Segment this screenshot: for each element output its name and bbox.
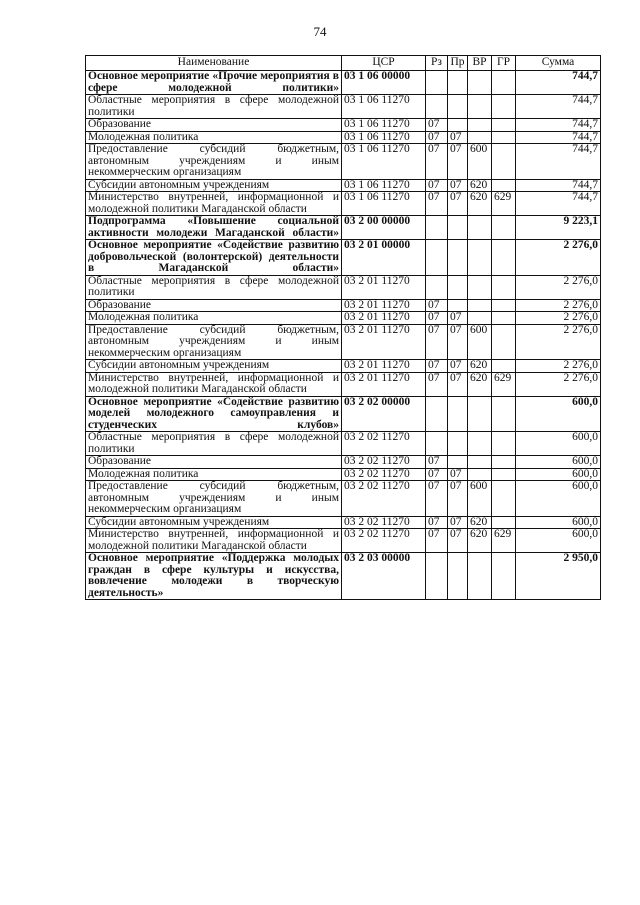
cell-name: Основное мероприятие «Прочие мероприятия в сфере молодежной политики»	[86, 71, 342, 95]
header-vr: ВР	[468, 56, 492, 71]
table-row	[86, 481, 601, 517]
cell-csr: 03 2 01 11270	[342, 275, 426, 299]
table-row	[86, 299, 601, 312]
table-row	[86, 468, 601, 481]
cell-csr: 03 1 06 11270	[342, 179, 426, 192]
cell-csr: 03 2 01 11270	[342, 372, 426, 396]
table-row	[86, 324, 601, 360]
table-row	[86, 119, 601, 132]
budget-table	[85, 55, 601, 600]
table-row	[86, 396, 601, 432]
cell-vr	[468, 312, 492, 325]
cell-pr	[448, 275, 468, 299]
cell-name: Предоставление субсидий бюджетным, автономным учреждениям и иным некоммерческим организациям	[86, 144, 342, 180]
cell-rz: 07	[426, 179, 448, 192]
cell-pr	[448, 456, 468, 469]
cell-pr	[448, 553, 468, 600]
cell-vr	[468, 216, 492, 240]
cell-pr	[448, 240, 468, 276]
cell-pr: 07	[448, 131, 468, 144]
cell-name: Подпрограмма «Повышение социальной активности молодежи Магаданской области»	[86, 216, 342, 240]
cell-vr	[468, 553, 492, 600]
cell-csr: 03 2 01 00000	[342, 240, 426, 276]
table-row	[86, 216, 601, 240]
cell-gr	[492, 553, 516, 600]
cell-rz: 07	[426, 192, 448, 216]
cell-sum: 2 276,0	[516, 312, 601, 325]
cell-vr	[468, 95, 492, 119]
cell-rz	[426, 432, 448, 456]
cell-vr: 600	[468, 324, 492, 360]
cell-name: Предоставление субсидий бюджетным, автономным учреждениям и иным некоммерческим организациям	[86, 481, 342, 517]
header-pr: Пр	[448, 56, 468, 71]
table-row	[86, 192, 601, 216]
table-row	[86, 144, 601, 180]
cell-name: Образование	[86, 119, 342, 132]
header-csr: ЦСР	[342, 56, 426, 71]
cell-vr	[468, 240, 492, 276]
cell-gr	[492, 144, 516, 180]
cell-rz: 07	[426, 299, 448, 312]
table-row	[86, 240, 601, 276]
cell-csr: 03 2 01 11270	[342, 324, 426, 360]
cell-gr	[492, 360, 516, 373]
cell-gr	[492, 312, 516, 325]
cell-pr: 07	[448, 144, 468, 180]
cell-pr: 07	[448, 468, 468, 481]
cell-gr: 629	[492, 372, 516, 396]
cell-gr	[492, 216, 516, 240]
cell-vr: 620	[468, 372, 492, 396]
cell-rz: 07	[426, 324, 448, 360]
cell-gr: 629	[492, 192, 516, 216]
cell-vr: 600	[468, 144, 492, 180]
cell-rz	[426, 396, 448, 432]
cell-sum: 600,0	[516, 468, 601, 481]
cell-pr	[448, 119, 468, 132]
cell-vr	[468, 275, 492, 299]
cell-sum: 2 276,0	[516, 372, 601, 396]
cell-rz	[426, 553, 448, 600]
cell-vr	[468, 131, 492, 144]
cell-csr: 03 2 01 11270	[342, 312, 426, 325]
cell-name: Областные мероприятия в сфере молодежной политики	[86, 275, 342, 299]
cell-name: Министерство внутренней, информационной и молодежной политики Магаданской области	[86, 529, 342, 553]
table-row	[86, 456, 601, 469]
cell-name: Субсидии автономным учреждениям	[86, 360, 342, 373]
cell-sum: 744,7	[516, 71, 601, 95]
cell-sum: 2 276,0	[516, 360, 601, 373]
cell-csr: 03 1 06 11270	[342, 119, 426, 132]
table-row	[86, 432, 601, 456]
cell-sum: 600,0	[516, 432, 601, 456]
cell-name: Основное мероприятие «Содействие развитию моделей молодежного самоуправления и студенческих клубов»	[86, 396, 342, 432]
table-row	[86, 275, 601, 299]
cell-sum: 600,0	[516, 396, 601, 432]
cell-sum: 2 950,0	[516, 553, 601, 600]
cell-name: Субсидии автономным учреждениям	[86, 179, 342, 192]
cell-rz: 07	[426, 360, 448, 373]
cell-csr: 03 2 02 11270	[342, 468, 426, 481]
cell-csr: 03 2 01 11270	[342, 360, 426, 373]
cell-rz	[426, 275, 448, 299]
table-row	[86, 179, 601, 192]
cell-csr: 03 2 02 11270	[342, 456, 426, 469]
cell-csr: 03 2 01 11270	[342, 299, 426, 312]
table-header-row	[86, 56, 601, 71]
cell-vr	[468, 119, 492, 132]
cell-rz: 07	[426, 119, 448, 132]
cell-pr: 07	[448, 372, 468, 396]
cell-name: Областные мероприятия в сфере молодежной политики	[86, 432, 342, 456]
cell-sum: 744,7	[516, 95, 601, 119]
cell-rz: 07	[426, 312, 448, 325]
table-body	[86, 71, 601, 600]
cell-name: Министерство внутренней, информационной и молодежной политики Магаданской области	[86, 372, 342, 396]
cell-csr: 03 2 02 11270	[342, 529, 426, 553]
cell-csr: 03 2 02 00000	[342, 396, 426, 432]
cell-name: Молодежная политика	[86, 312, 342, 325]
cell-vr	[468, 432, 492, 456]
cell-vr: 620	[468, 529, 492, 553]
cell-sum: 600,0	[516, 516, 601, 529]
cell-rz	[426, 216, 448, 240]
cell-csr: 03 2 03 00000	[342, 553, 426, 600]
cell-sum: 9 223,1	[516, 216, 601, 240]
table-row	[86, 95, 601, 119]
table-row	[86, 372, 601, 396]
cell-csr: 03 2 02 11270	[342, 516, 426, 529]
cell-sum: 2 276,0	[516, 299, 601, 312]
cell-pr: 07	[448, 312, 468, 325]
table-row	[86, 131, 601, 144]
page-number: 74	[313, 24, 327, 39]
cell-sum: 744,7	[516, 144, 601, 180]
cell-csr: 03 1 06 11270	[342, 95, 426, 119]
cell-gr	[492, 95, 516, 119]
cell-pr: 07	[448, 192, 468, 216]
cell-name: Областные мероприятия в сфере молодежной политики	[86, 95, 342, 119]
cell-vr: 620	[468, 179, 492, 192]
cell-csr: 03 2 02 11270	[342, 481, 426, 517]
cell-gr	[492, 432, 516, 456]
cell-rz: 07	[426, 372, 448, 396]
table-row	[86, 360, 601, 373]
cell-rz	[426, 240, 448, 276]
cell-pr: 07	[448, 529, 468, 553]
cell-csr: 03 1 06 00000	[342, 71, 426, 95]
cell-sum: 2 276,0	[516, 275, 601, 299]
cell-sum: 2 276,0	[516, 324, 601, 360]
cell-csr: 03 2 02 11270	[342, 432, 426, 456]
cell-pr: 07	[448, 516, 468, 529]
cell-rz: 07	[426, 144, 448, 180]
cell-pr: 07	[448, 481, 468, 517]
cell-gr	[492, 240, 516, 276]
cell-name: Предоставление субсидий бюджетным, автономным учреждениям и иным некоммерческим организациям	[86, 324, 342, 360]
cell-pr	[448, 396, 468, 432]
cell-gr	[492, 456, 516, 469]
cell-name: Образование	[86, 299, 342, 312]
cell-gr	[492, 71, 516, 95]
cell-csr: 03 1 06 11270	[342, 144, 426, 180]
cell-pr	[448, 299, 468, 312]
cell-vr	[468, 396, 492, 432]
cell-pr: 07	[448, 360, 468, 373]
cell-name: Молодежная политика	[86, 468, 342, 481]
cell-pr	[448, 95, 468, 119]
cell-sum: 600,0	[516, 529, 601, 553]
cell-gr	[492, 468, 516, 481]
cell-vr: 600	[468, 481, 492, 517]
table-row	[86, 516, 601, 529]
cell-gr	[492, 396, 516, 432]
table-row	[86, 312, 601, 325]
cell-gr	[492, 481, 516, 517]
cell-vr: 620	[468, 192, 492, 216]
cell-name: Основное мероприятие «Поддержка молодых граждан в сфере культуры и искусства, вовлечение молодежи в творческую деятельность»	[86, 553, 342, 600]
cell-pr	[448, 432, 468, 456]
cell-csr: 03 1 06 11270	[342, 192, 426, 216]
cell-sum: 744,7	[516, 192, 601, 216]
cell-name: Молодежная политика	[86, 131, 342, 144]
cell-csr: 03 1 06 11270	[342, 131, 426, 144]
cell-vr	[468, 71, 492, 95]
header-gr: ГР	[492, 56, 516, 71]
cell-rz: 07	[426, 131, 448, 144]
cell-sum: 744,7	[516, 119, 601, 132]
cell-vr	[468, 468, 492, 481]
cell-sum: 744,7	[516, 179, 601, 192]
cell-vr	[468, 456, 492, 469]
cell-gr: 629	[492, 529, 516, 553]
cell-vr	[468, 299, 492, 312]
cell-gr	[492, 119, 516, 132]
table-row	[86, 71, 601, 95]
cell-rz: 07	[426, 468, 448, 481]
cell-gr	[492, 275, 516, 299]
header-rz: Рз	[426, 56, 448, 71]
header-sum: Сумма	[516, 56, 601, 71]
cell-sum: 2 276,0	[516, 240, 601, 276]
cell-rz: 07	[426, 481, 448, 517]
cell-pr: 07	[448, 324, 468, 360]
cell-gr	[492, 299, 516, 312]
cell-vr: 620	[468, 360, 492, 373]
cell-pr	[448, 216, 468, 240]
cell-sum: 600,0	[516, 456, 601, 469]
cell-gr	[492, 179, 516, 192]
table-row	[86, 553, 601, 600]
cell-rz: 07	[426, 456, 448, 469]
cell-vr: 620	[468, 516, 492, 529]
cell-sum: 600,0	[516, 481, 601, 517]
cell-gr	[492, 131, 516, 144]
cell-rz	[426, 95, 448, 119]
cell-rz: 07	[426, 529, 448, 553]
cell-name: Субсидии автономным учреждениям	[86, 516, 342, 529]
cell-pr	[448, 71, 468, 95]
cell-pr: 07	[448, 179, 468, 192]
cell-gr	[492, 324, 516, 360]
cell-rz	[426, 71, 448, 95]
cell-name: Основное мероприятие «Содействие развитию добровольческой (волонтерской) деятельности в Магаданской области»	[86, 240, 342, 276]
cell-rz: 07	[426, 516, 448, 529]
cell-name: Министерство внутренней, информационной и молодежной политики Магаданской области	[86, 192, 342, 216]
cell-csr: 03 2 00 00000	[342, 216, 426, 240]
table-row	[86, 529, 601, 553]
cell-gr	[492, 516, 516, 529]
cell-sum: 744,7	[516, 131, 601, 144]
header-name: Наименование	[86, 56, 342, 71]
cell-name: Образование	[86, 456, 342, 469]
